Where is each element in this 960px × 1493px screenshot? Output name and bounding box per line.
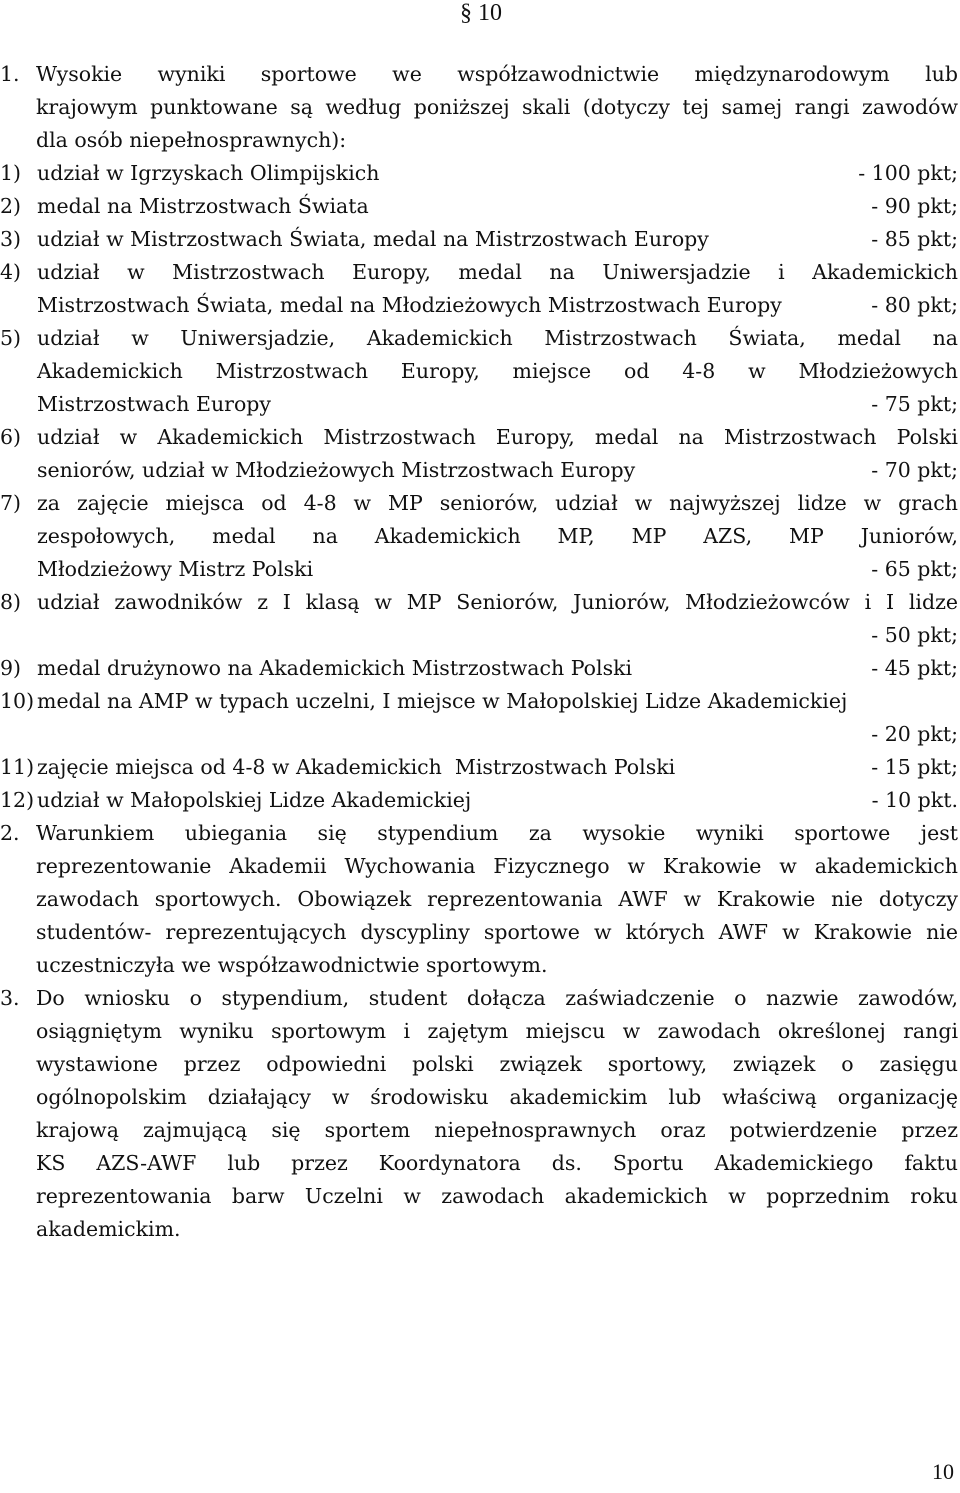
item-points: - 80 pkt; bbox=[871, 293, 958, 317]
item-points: - 50 pkt; bbox=[871, 623, 958, 647]
item-text: udział w Igrzyskach Olimpijskich bbox=[37, 161, 380, 185]
item-text: udział zawodników z I klasą w MP Seniorów, Juniorów, Młodzieżowców i I lidze bbox=[37, 590, 958, 614]
item-number: 11) bbox=[0, 755, 35, 779]
item-text: seniorów, udział w Młodzieżowych Mistrzostwach Europy bbox=[37, 458, 636, 482]
list-item bbox=[0, 322, 958, 421]
item-number: 12) bbox=[0, 788, 35, 812]
list-item bbox=[0, 223, 958, 256]
item-number: 3) bbox=[0, 227, 22, 251]
section-1 bbox=[0, 58, 958, 157]
section-2-line: studentów- reprezentujących dyscypliny sportowe w których AWF w Krakowie nie bbox=[36, 920, 958, 944]
section-2-line: zawodach sportowych. Obowiązek reprezentowania AWF w Krakowie nie dotyczy bbox=[36, 887, 958, 911]
item-text: zespołowych, medal na Akademickich MP, MP AZS, MP Juniorów, bbox=[37, 524, 958, 548]
section-3-line: Do wniosku o stypendium, student dołącza zaświadczenie o nazwie zawodów, bbox=[36, 986, 958, 1010]
item-text: medal na AMP w typach uczelni, I miejsce w Małopolskiej Lidze Akademickiej bbox=[37, 689, 848, 713]
item-points: - 85 pkt; bbox=[871, 227, 958, 251]
item-text: udział w Mistrzostwach Europy, medal na Uniwersjadzie i Akademickich bbox=[37, 260, 958, 284]
item-text: zajęcie miejsca od 4-8 w Akademickich Mistrzostwach Polski bbox=[37, 755, 676, 779]
item-number: 10) bbox=[0, 689, 35, 713]
section-2 bbox=[0, 817, 958, 982]
section-2-line: uczestniczyła we współzawodnictwie sportowym. bbox=[36, 953, 548, 977]
item-points: - 10 pkt. bbox=[871, 788, 958, 812]
section-3-line: akademickim. bbox=[36, 1217, 181, 1241]
item-points: - 70 pkt; bbox=[871, 458, 958, 482]
item-text: Mistrzostwach Europy bbox=[37, 392, 271, 416]
list-item bbox=[0, 256, 958, 322]
list-item bbox=[0, 751, 958, 784]
section-1-intro-line: Wysokie wyniki sportowe we współzawodnictwie międzynarodowym lub bbox=[36, 62, 958, 86]
section-3-line: osiągniętym wyniku sportowym i zajętym miejscu w zawodach określonej rangi bbox=[36, 1019, 958, 1043]
item-points: - 20 pkt; bbox=[871, 722, 958, 746]
section-1-number: 1. bbox=[0, 62, 20, 86]
section-1-intro-line: dla osób niepełnosprawnych): bbox=[36, 128, 347, 152]
item-number: 1) bbox=[0, 161, 22, 185]
item-number: 2) bbox=[0, 194, 22, 218]
document-body bbox=[0, 58, 958, 1246]
item-text: Młodzieżowy Mistrz Polski bbox=[37, 557, 314, 581]
section-3-line: ogólnopolskim działający w środowisku akademickim lub właściwą organizację bbox=[36, 1085, 958, 1109]
list-item bbox=[0, 586, 958, 652]
item-number: 7) bbox=[0, 491, 22, 515]
section-2-number: 2. bbox=[0, 821, 20, 845]
page-number-top: § 10 bbox=[460, 0, 502, 26]
list-item bbox=[0, 421, 958, 487]
list-item bbox=[0, 784, 958, 817]
section-3 bbox=[0, 982, 958, 1246]
section-3-line: reprezentowania barw Uczelni w zawodach akademickich w poprzednim roku bbox=[36, 1184, 958, 1208]
item-points: - 45 pkt; bbox=[871, 656, 958, 680]
item-text: za zajęcie miejsca od 4-8 w MP seniorów, udział w najwyższej lidze w grach bbox=[37, 491, 958, 515]
item-text: udział w Mistrzostwach Świata, medal na Mistrzostwach Europy bbox=[37, 227, 709, 251]
page-number-bottom: 10 bbox=[932, 1459, 954, 1484]
section-3-number: 3. bbox=[0, 986, 20, 1010]
item-number: 4) bbox=[0, 260, 22, 284]
item-text: medal na Mistrzostwach Świata bbox=[37, 194, 369, 218]
list-item bbox=[0, 190, 958, 223]
item-points: - 15 pkt; bbox=[871, 755, 958, 779]
item-points: - 65 pkt; bbox=[871, 557, 958, 581]
item-points: - 90 pkt; bbox=[871, 194, 958, 218]
item-text: udział w Małopolskiej Lidze Akademickiej bbox=[37, 788, 472, 812]
section-3-line: KS AZS-AWF lub przez Koordynatora ds. Sportu Akademickiego faktu bbox=[36, 1151, 958, 1175]
section-3-line: wystawione przez odpowiedni polski związek sportowy, związek o zasięgu bbox=[36, 1052, 958, 1076]
section-1-intro-line: krajowym punktowane są według poniższej skali (dotyczy tej samej rangi zawodów bbox=[36, 95, 958, 119]
item-text: udział w Akademickich Mistrzostwach Europy, medal na Mistrzostwach Polski bbox=[37, 425, 958, 449]
item-number: 5) bbox=[0, 326, 22, 350]
list-item bbox=[0, 652, 958, 685]
list-item bbox=[0, 157, 958, 190]
section-3-line: krajową zajmującą się sportem niepełnosprawnych oraz potwierdzenie przez bbox=[36, 1118, 958, 1142]
item-points: - 100 pkt; bbox=[858, 161, 958, 185]
section-2-line: Warunkiem ubiegania się stypendium za wysokie wyniki sportowe jest bbox=[36, 821, 958, 845]
list-item bbox=[0, 685, 958, 751]
item-text: udział w Uniwersjadzie, Akademickich Mistrzostwach Świata, medal na bbox=[37, 326, 958, 350]
item-number: 6) bbox=[0, 425, 22, 449]
item-number: 8) bbox=[0, 590, 22, 614]
item-text: medal drużynowo na Akademickich Mistrzostwach Polski bbox=[37, 656, 633, 680]
item-text: Mistrzostwach Świata, medal na Młodzieżowych Mistrzostwach Europy bbox=[37, 293, 782, 317]
item-text: Akademickich Mistrzostwach Europy, miejsce od 4-8 w Młodzieżowych bbox=[37, 359, 958, 383]
item-number: 9) bbox=[0, 656, 22, 680]
section-2-line: reprezentowanie Akademii Wychowania Fizycznego w Krakowie w akademickich bbox=[36, 854, 958, 878]
list-item bbox=[0, 487, 958, 586]
item-points: - 75 pkt; bbox=[871, 392, 958, 416]
